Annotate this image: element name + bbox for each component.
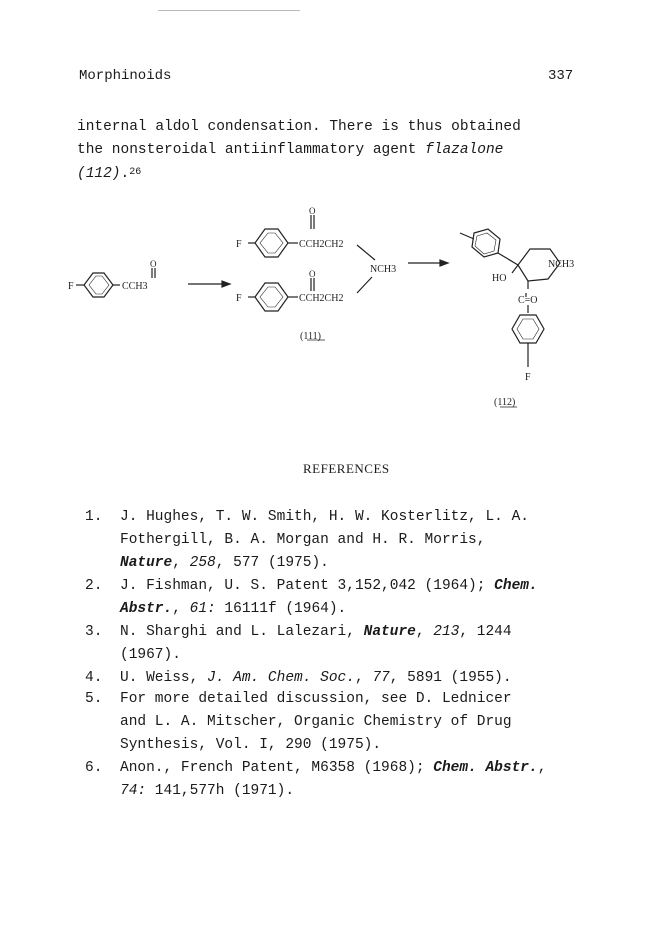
ref-5-line-1: For more detailed discussion, see D. Lednicer xyxy=(120,691,512,707)
ref-3-journal: Nature xyxy=(363,624,416,640)
ref-1-line-3 xyxy=(120,555,329,571)
scheme-prod-f: F xyxy=(525,372,531,383)
ref-4-pages: , 5891 (1955). xyxy=(389,670,512,686)
scheme-prod-nch3: NCH3 xyxy=(548,259,575,270)
ref-3-line-2: (1967). xyxy=(120,647,181,663)
scheme-mid-top-group: CCH2CH2 xyxy=(299,239,344,250)
period: . xyxy=(120,166,130,182)
ref-2-journal-a: Chem. xyxy=(494,578,538,594)
ref-6-authors: Anon., French Patent, M6358 (1968); xyxy=(120,760,434,776)
ref-4-authors: U. Weiss, xyxy=(120,670,208,686)
scheme-mid-top-f: F xyxy=(236,239,242,250)
references-heading: REFERENCES xyxy=(303,461,390,476)
ref-6-journal: Chem. Abstr. xyxy=(433,760,538,776)
top-rule xyxy=(158,10,300,11)
ref-2-volume: 61: xyxy=(189,601,216,617)
ref-6-pages: 141,577h (1971). xyxy=(146,783,295,799)
scheme-mid-bot-o: O xyxy=(309,269,316,279)
ref-2-authors: J. Fishman, U. S. Patent 3,152,042 (1964); xyxy=(120,578,495,594)
ref-2-journal-b: Abstr. xyxy=(120,601,173,617)
scheme-mid-top-o: O xyxy=(309,206,316,216)
scheme-prod-ho: HO xyxy=(492,273,507,284)
ref-2-pages: 16111f (1964). xyxy=(215,601,347,617)
ref-1-line-2: Fothergill, B. A. Morgan and H. R. Morris, xyxy=(120,532,486,548)
ref-2-line-1 xyxy=(120,578,538,594)
body-text-line-1: internal aldol condensation. There is thus obtained xyxy=(77,119,521,135)
ref-1-pages: , 577 (1975). xyxy=(215,555,329,571)
compound-label-112: (112) xyxy=(494,397,516,408)
ref-5-line-3: Synthesis, Vol. I, 290 (1975). xyxy=(120,737,382,753)
scheme-mid-bot-group: CCH2CH2 xyxy=(299,293,344,304)
compound-label: (112) xyxy=(77,166,121,182)
ref-1-journal: Nature xyxy=(120,555,173,571)
footnote-ref: 26 xyxy=(129,167,142,178)
ref-1-sep: , xyxy=(172,555,190,571)
ref-2-sep: , xyxy=(172,601,190,617)
ref-5-number: 5. xyxy=(85,691,103,707)
ref-4-sep: , xyxy=(354,670,373,686)
ref-3-pages: , 1244 xyxy=(459,624,512,640)
ref-3-authors: N. Sharghi and L. Lalezari, xyxy=(120,624,364,640)
body-text-line-3 xyxy=(77,166,141,182)
scheme-prod-co: C=O xyxy=(518,295,538,306)
ref-1-line-1: J. Hughes, T. W. Smith, H. W. Kosterlitz, L. A. xyxy=(120,509,529,525)
running-head: Morphinoids xyxy=(79,68,172,84)
compound-label-111: (111) xyxy=(300,331,321,342)
ref-3-line-1 xyxy=(120,624,512,640)
ref-6-line-2 xyxy=(120,783,294,799)
scheme-start-f: F xyxy=(68,281,74,292)
ref-1-volume: 258 xyxy=(189,555,216,571)
page-number: 337 xyxy=(548,68,574,84)
scheme-mid-n: NCH3 xyxy=(370,264,397,275)
ref-6-sep: , xyxy=(537,760,547,776)
ref-6-line-1 xyxy=(120,760,546,776)
ref-2-number: 2. xyxy=(85,578,103,594)
scheme-mid-bot-f: F xyxy=(236,293,242,304)
ref-3-volume: 213 xyxy=(433,624,460,640)
ref-3-number: 3. xyxy=(85,624,103,640)
ref-5-line-2: and L. A. Mitscher, Organic Chemistry of Drug xyxy=(120,714,512,730)
ref-4-number: 4. xyxy=(85,670,103,686)
ref-4-volume: 77 xyxy=(372,670,390,686)
body-text-line-2-lead: the nonsteroidal antiinflammatory agent xyxy=(77,142,426,158)
body-text-line-2 xyxy=(77,142,503,158)
ref-1-number: 1. xyxy=(85,509,103,525)
ref-4-journal: J. Am. Chem. Soc. xyxy=(207,670,355,686)
scheme-start-group: CCH3 xyxy=(122,281,148,292)
ref-6-volume: 74: xyxy=(120,783,147,799)
drug-name: flazalone xyxy=(425,142,504,158)
ref-6-number: 6. xyxy=(85,760,103,776)
reaction-scheme xyxy=(60,205,620,420)
ref-3-sep: , xyxy=(415,624,434,640)
scheme-start-o: O xyxy=(150,259,157,269)
ref-2-line-2 xyxy=(120,601,346,617)
ref-4-line-1 xyxy=(120,670,512,686)
